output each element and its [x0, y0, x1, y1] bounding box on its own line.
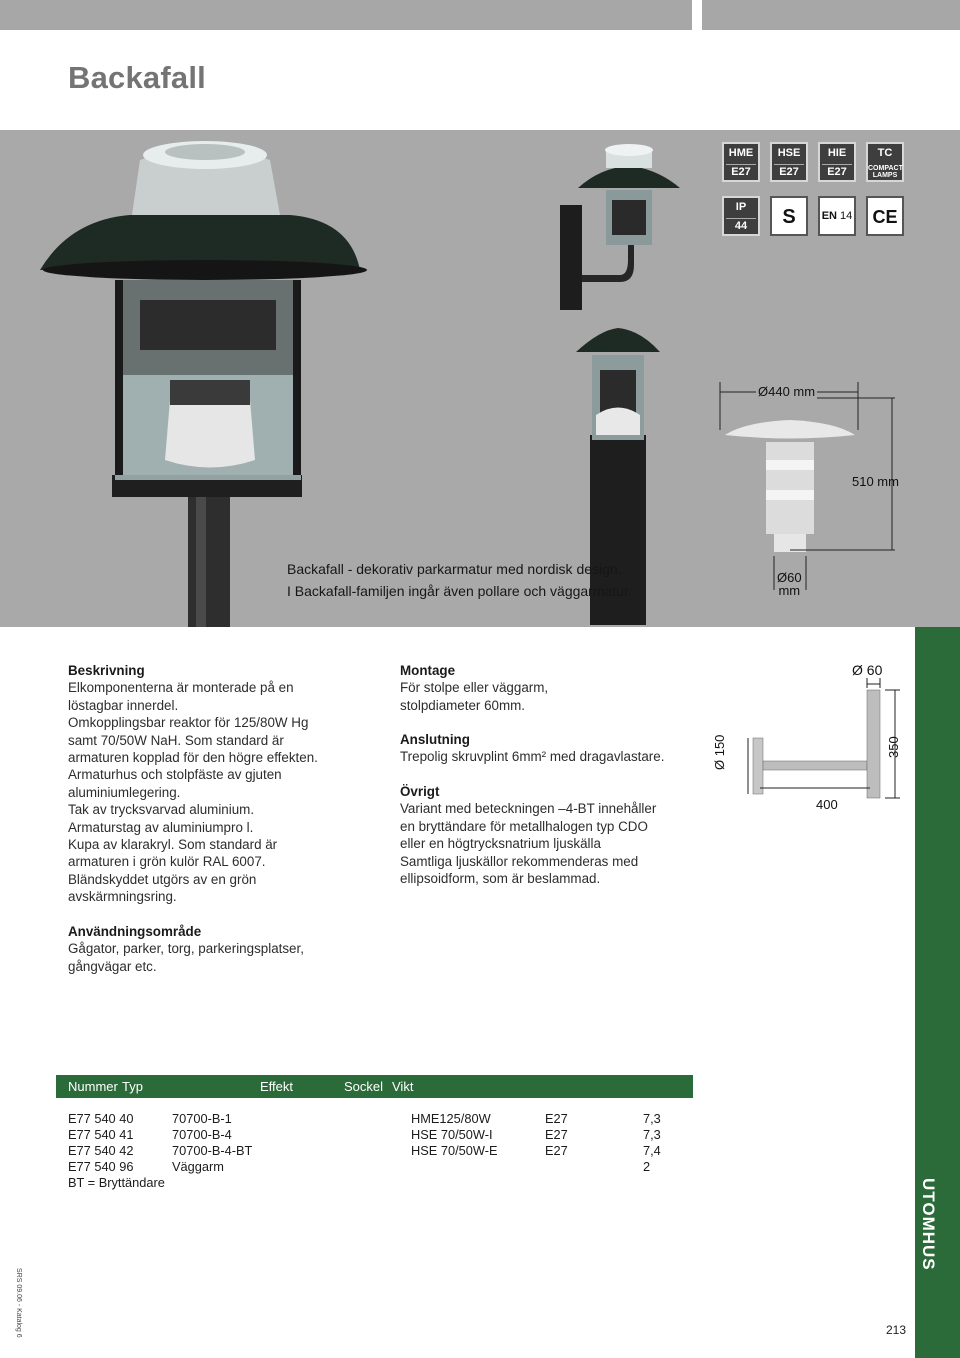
cell-nummer: E77 540 42 — [68, 1143, 134, 1158]
table-header-typ: Typ — [122, 1079, 143, 1094]
connection-heading: Anslutning — [400, 732, 470, 747]
description-line: samt 70/50W NaH. Som standard är — [68, 732, 284, 748]
cell-nummer: E77 540 40 — [68, 1111, 134, 1126]
en-mark-icon — [818, 196, 856, 236]
top-bar-right — [702, 0, 960, 30]
badge-hme — [722, 142, 760, 182]
category-label — [918, 1178, 938, 1222]
description-line: Bländskyddet utgörs av en grön — [68, 871, 257, 887]
table-header-vikt: Vikt — [392, 1079, 414, 1094]
other-line: Variant med beteckningen –4-BT innehåller — [400, 801, 657, 817]
cell-vikt: 7,3 — [643, 1111, 661, 1126]
mounting-line: stolpdiameter 60mm. — [400, 697, 526, 713]
badge-tc-bottom: COMPACT LAMPS — [868, 165, 903, 179]
badge-hie — [818, 142, 856, 182]
table-header-effekt: Effekt — [260, 1079, 294, 1094]
mounting-heading: Montage — [400, 663, 456, 678]
badge-hie-bottom: E27 — [822, 164, 852, 180]
mounting-line: För stolpe eller väggarm, — [400, 680, 549, 696]
other-section — [400, 783, 710, 887]
product-table-header — [56, 1075, 693, 1098]
ip-rating-badge — [722, 196, 760, 236]
product-illustration — [0, 130, 960, 627]
table-row — [68, 1143, 708, 1159]
s-mark-text: S — [782, 206, 796, 228]
cell-vikt: 2 — [643, 1159, 651, 1174]
cell-sockel: E27 — [545, 1143, 568, 1158]
arm-dimension-diameter-top: Ø 60 — [852, 662, 883, 678]
other-line: eller en högtrycksnatrium ljuskälla — [400, 836, 601, 852]
badge-tc-top: TC — [877, 147, 893, 159]
description-line: Kupa av klarakryl. Som standard är — [68, 837, 278, 853]
description-heading: Beskrivning — [68, 663, 145, 678]
cell-sockel: E27 — [545, 1127, 568, 1142]
cell-effekt: HME125/80W — [411, 1111, 491, 1126]
other-heading: Övrigt — [400, 784, 440, 799]
cell-typ: Väggarm — [172, 1159, 224, 1174]
table-header-nummer: Nummer — [68, 1079, 118, 1094]
usage-line: Gågator, parker, torg, parkeringsplatser, — [68, 941, 304, 957]
mounting-section — [400, 662, 700, 714]
badge-hme-bottom: E27 — [726, 164, 756, 180]
table-footnote-row — [68, 1175, 708, 1191]
description-line: Omkopplingsbar reaktor för 125/80W Hg — [68, 715, 309, 731]
hero-caption — [287, 558, 632, 602]
usage-line: gångvägar etc. — [68, 958, 157, 974]
other-line: en bryttändare för metallhalogen typ CDO — [400, 818, 648, 834]
description-line: armaturen i grön kulör RAL 6007. — [68, 854, 266, 870]
en-mark-number: 14 — [840, 210, 853, 222]
description-line: aluminiumlegering. — [68, 784, 181, 800]
badge-hie-top: HIE — [827, 147, 847, 159]
cell-nummer: E77 540 96 — [68, 1159, 134, 1174]
cell-effekt: HSE 70/50W-I — [411, 1127, 493, 1142]
table-row — [68, 1127, 708, 1143]
usage-section — [68, 923, 388, 975]
badge-hme-top: HME — [728, 147, 754, 159]
cell-nummer: E77 540 41 — [68, 1127, 134, 1142]
cell-vikt: 7,3 — [643, 1127, 661, 1142]
ce-mark-text: CE — [872, 207, 898, 227]
dimension-post-diameter — [777, 571, 802, 597]
cell-typ: 70700-B-1 — [172, 1111, 232, 1126]
cell-effekt: HSE 70/50W-E — [411, 1143, 498, 1158]
product-table — [68, 1111, 708, 1191]
other-line: Samtliga ljuskällor rekommenderas med — [400, 853, 639, 869]
description-line: armaturen kopplad för den högre effekten. — [68, 750, 318, 766]
ip-rating-top: IP — [735, 201, 747, 213]
product-hero — [0, 130, 960, 627]
other-line: ellipsoidform, som är beslammad. — [400, 871, 601, 887]
usage-heading: Användningsområde — [68, 924, 202, 939]
badge-hse-top: HSE — [777, 147, 801, 159]
badge-hse — [770, 142, 808, 182]
dimension-diameter: Ø440 mm — [758, 384, 816, 399]
table-row — [68, 1159, 708, 1175]
description-line: Elkomponenterna är monterade på en — [68, 680, 294, 696]
wall-arm-drawing — [715, 660, 910, 820]
arm-dimension-width: 400 — [816, 797, 838, 812]
description-line: Armaturstag av aluminiumpro l. — [68, 819, 254, 835]
hero-caption-line: I Backafall-familjen ingår även pollare och väggarmatur. — [287, 583, 632, 599]
en-mark-text: EN — [821, 210, 837, 222]
dimension-post-diameter-value: Ø60 — [777, 570, 802, 585]
footer-reference: SRS 09.06 - Katalog 6 — [15, 1268, 22, 1338]
description-section — [68, 662, 368, 906]
table-header-sockel: Sockel — [344, 1079, 384, 1094]
cell-typ: 70700-B-4-BT — [172, 1143, 253, 1158]
ip-rating-value: 44 — [726, 218, 756, 234]
ce-mark-icon — [866, 196, 904, 236]
description-line: Tak av trycksvarvad aluminium. — [68, 802, 255, 818]
arm-dimension-diameter-left: Ø 150 — [712, 734, 727, 770]
top-bar-left — [0, 0, 692, 30]
hero-caption-line: Backafall - dekorativ parkarmatur med nordisk design. — [287, 561, 622, 577]
description-line: avskärmningsring. — [68, 889, 177, 905]
table-footnote: BT = Bryttändare — [68, 1175, 165, 1190]
dimension-height: 510 mm — [852, 474, 899, 489]
cell-typ: 70700-B-4 — [172, 1127, 232, 1142]
connection-section — [400, 731, 710, 766]
connection-line: Trepolig skruvplint 6mm² med dragavlastare. — [400, 749, 665, 765]
badge-hse-bottom: E27 — [774, 164, 804, 180]
wall-lamp-image — [560, 144, 680, 310]
arm-dimension-height: 350 — [886, 736, 901, 758]
page-title: Backafall — [68, 60, 206, 95]
s-mark-icon — [770, 196, 808, 236]
cell-vikt: 7,4 — [643, 1143, 661, 1158]
page-number: 213 — [886, 1323, 907, 1337]
description-line: Armaturhus och stolpfäste av gjuten — [68, 767, 282, 783]
badge-tc — [866, 142, 904, 182]
dimension-post-diameter-unit: mm — [778, 583, 801, 598]
main-lamp-image — [40, 141, 367, 627]
description-line: löstagbar innerdel. — [68, 697, 179, 713]
cell-sockel: E27 — [545, 1111, 568, 1126]
table-row — [68, 1111, 708, 1127]
